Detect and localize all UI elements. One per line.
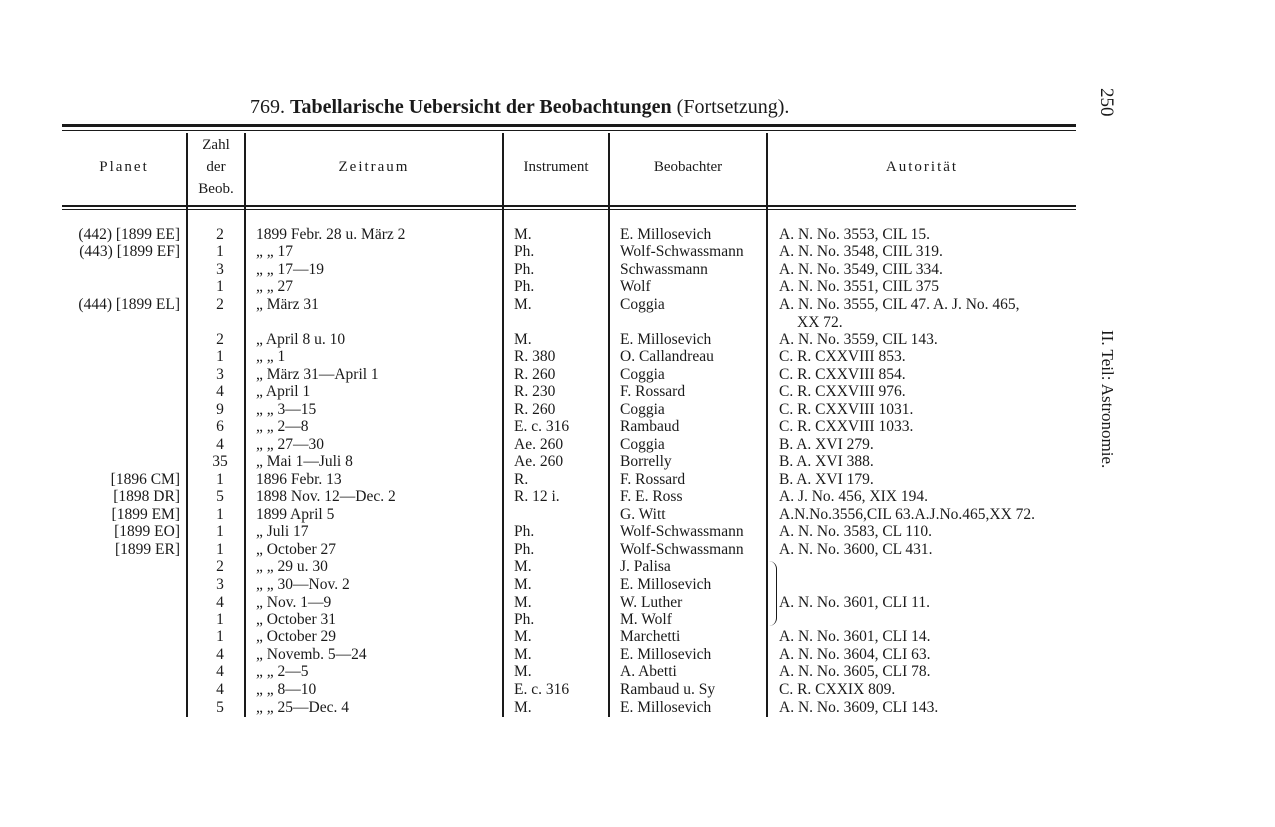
section-title: Tabellarische Uebersicht der Beobachtungen — [290, 96, 672, 118]
header-period: Zeitraum — [338, 159, 410, 175]
count-cell: 1 — [216, 471, 224, 488]
observer-cell: Coggia — [620, 296, 665, 313]
period-cell: 1896 Febr. 13 — [256, 471, 342, 488]
observer-cell: Wolf-Schwassmann — [620, 541, 744, 558]
period-cell: „ „ 27 — [256, 278, 294, 295]
period-cell: „ Nov. 1—9 — [256, 594, 332, 611]
authority-cell: A.N.No.3556,CIL 63.A.J.No.465,XX 72. — [779, 506, 1036, 523]
observer-cell: J. Palisa — [620, 558, 671, 575]
column-divider-5 — [766, 133, 768, 717]
count-cell: 3 — [216, 366, 224, 383]
period-cell: „ „ 17—19 — [256, 261, 325, 278]
period-cell: 1898 Nov. 12—Dec. 2 — [256, 488, 396, 505]
planet-cell: (442) [1899 EE] — [78, 226, 180, 243]
planet-cell: [1896 CM] — [110, 471, 180, 488]
section-number: 769. — [250, 96, 285, 118]
period-cell: „ „ 29 u. 30 — [256, 558, 328, 575]
observer-cell: E. Millosevich — [620, 226, 712, 243]
period-cell: „ April 8 u. 10 — [256, 331, 346, 348]
page-title — [250, 96, 789, 119]
count-cell: 2 — [216, 226, 224, 243]
count-cell: 1 — [216, 278, 224, 295]
instrument-cell: Ph. — [514, 261, 535, 278]
period-cell: „ Mai 1—Juli 8 — [256, 453, 353, 470]
observer-cell: Wolf-Schwassmann — [620, 523, 744, 540]
authority-cell: A. N. No. 3583, CL 110. — [779, 523, 932, 540]
header-authority: Autorität — [885, 159, 959, 175]
period-cell: „ März 31 — [256, 296, 319, 313]
authority-cell: A. N. No. 3601, CLI 14. — [779, 628, 931, 645]
header-instrument: Instrument — [523, 159, 589, 175]
authority-cell: A. N. No. 3551, CIIL 375 — [779, 278, 940, 295]
count-cell: 6 — [216, 418, 224, 435]
period-cell: „ „ 8—10 — [256, 681, 317, 698]
count-cell: 4 — [216, 594, 224, 611]
observer-cell: A. Abetti — [620, 663, 677, 680]
observer-cell: G. Witt — [620, 506, 666, 523]
period-cell: „ October 27 — [256, 541, 337, 558]
observer-cell: Wolf — [620, 278, 651, 295]
observer-cell: E. Millosevich — [620, 646, 712, 663]
observer-cell: Rambaud — [620, 418, 680, 435]
authority-cell: A. N. No. 3559, CIL 143. — [779, 331, 938, 348]
column-divider-2 — [244, 133, 246, 717]
count-cell: 2 — [216, 331, 224, 348]
period-cell: „ „ 30—Nov. 2 — [256, 576, 350, 593]
top-rule-thick — [62, 124, 1076, 127]
instrument-cell: Ph. — [514, 243, 535, 260]
period-cell: „ „ 2—8 — [256, 418, 309, 435]
running-head: II. Teil: Astronomie. — [1098, 330, 1117, 469]
authority-brace — [766, 561, 777, 626]
authority-cell: A. N. No. 3605, CLI 78. — [779, 663, 931, 680]
column-divider-4 — [608, 133, 610, 717]
count-cell: 35 — [212, 453, 228, 470]
instrument-cell: R. 12 i. — [514, 488, 560, 505]
instrument-cell: E. c. 316 — [514, 418, 570, 435]
planet-cell: [1898 DR] — [113, 488, 180, 505]
instrument-cell: M. — [514, 594, 532, 611]
planet-cell: [1899 ER] — [114, 541, 180, 558]
planet-cell: [1899 EO] — [114, 523, 180, 540]
authority-cell: A. N. No. 3601, CLI 11. — [779, 594, 930, 611]
authority-cell: A. N. No. 3600, CL 431. — [779, 541, 933, 558]
observer-cell: Borrelly — [620, 453, 672, 470]
instrument-cell: Ae. 260 — [514, 453, 564, 470]
authority-cell: A. J. No. 456, XIX 194. — [779, 488, 928, 505]
count-cell: 1 — [216, 243, 224, 260]
observer-cell: W. Luther — [620, 594, 683, 611]
count-cell: 4 — [216, 383, 224, 400]
instrument-cell: M. — [514, 699, 532, 716]
observer-cell: M. Wolf — [620, 611, 672, 628]
column-divider-1 — [186, 133, 188, 717]
observer-cell: Wolf-Schwassmann — [620, 243, 744, 260]
planet-cell: (444) [1899 EL] — [78, 296, 180, 313]
period-cell: „ „ 17 — [256, 243, 294, 260]
instrument-cell: M. — [514, 331, 532, 348]
instrument-cell: M. — [514, 296, 532, 313]
authority-cell: B. A. XVI 279. — [779, 436, 874, 453]
instrument-cell: Ph. — [514, 278, 535, 295]
instrument-cell: M. — [514, 576, 532, 593]
period-cell: „ März 31—April 1 — [256, 366, 379, 383]
count-cell: 1 — [216, 348, 224, 365]
header-count-line3: Beob. — [198, 181, 234, 197]
count-cell: 4 — [216, 681, 224, 698]
instrument-cell: M. — [514, 226, 532, 243]
authority-cell: A. N. No. 3604, CLI 63. — [779, 646, 931, 663]
count-cell: 4 — [216, 646, 224, 663]
period-cell: „ October 29 — [256, 628, 337, 645]
observer-cell: E. Millosevich — [620, 576, 712, 593]
observer-cell: Coggia — [620, 401, 665, 418]
header-rule-upper — [62, 205, 1076, 207]
authority-continuation: XX 72. — [797, 314, 843, 331]
count-cell: 2 — [216, 296, 224, 313]
instrument-cell: M. — [514, 558, 532, 575]
period-cell: „ „ 27—30 — [256, 436, 325, 453]
instrument-cell: R. — [514, 471, 529, 488]
instrument-cell: R. 260 — [514, 401, 556, 418]
observer-cell: Coggia — [620, 366, 665, 383]
column-divider-3 — [502, 133, 504, 717]
observer-cell: Rambaud u. Sy — [620, 681, 716, 698]
period-cell: 1899 April 5 — [256, 506, 335, 523]
authority-cell: A. N. No. 3609, CLI 143. — [779, 699, 939, 716]
section-title-continuation: (Fortsetzung). — [676, 96, 790, 118]
instrument-cell: M. — [514, 628, 532, 645]
observer-cell: E. Millosevich — [620, 331, 712, 348]
header-count-line1: Zahl — [202, 137, 230, 153]
observer-cell: Marchetti — [620, 628, 681, 645]
instrument-cell: R. 380 — [514, 348, 556, 365]
authority-cell: C. R. CXXIX 809. — [779, 681, 896, 698]
period-cell: 1899 Febr. 28 u. März 2 — [256, 226, 406, 243]
instrument-cell: M. — [514, 663, 532, 680]
period-cell: „ Juli 17 — [256, 523, 309, 540]
instrument-cell: E. c. 316 — [514, 681, 570, 698]
observer-cell: F. Rossard — [620, 383, 686, 400]
instrument-cell: R. 230 — [514, 383, 556, 400]
top-rule-thin — [62, 130, 1076, 131]
count-cell: 1 — [216, 611, 224, 628]
observer-cell: F. E. Ross — [620, 488, 683, 505]
instrument-cell: R. 260 — [514, 366, 556, 383]
planet-cell: (443) [1899 EF] — [79, 243, 180, 260]
period-cell: „ „ 3—15 — [256, 401, 317, 418]
header-rule-lower — [62, 209, 1076, 210]
authority-cell: A. N. No. 3548, CIIL 319. — [779, 243, 943, 260]
instrument-cell: M. — [514, 646, 532, 663]
count-cell: 1 — [216, 628, 224, 645]
count-cell: 9 — [216, 401, 224, 418]
authority-cell: C. R. CXXVIII 976. — [779, 383, 906, 400]
header-observer: Beobachter — [653, 159, 723, 175]
observer-cell: Schwassmann — [620, 261, 708, 278]
count-cell: 5 — [216, 699, 224, 716]
authority-cell: B. A. XVI 388. — [779, 453, 874, 470]
instrument-cell: Ph. — [514, 611, 535, 628]
observer-cell: F. Rossard — [620, 471, 686, 488]
authority-cell: B. A. XVI 179. — [779, 471, 874, 488]
period-cell: „ October 31 — [256, 611, 337, 628]
count-cell: 1 — [216, 506, 224, 523]
count-cell: 4 — [216, 663, 224, 680]
page-number: 250 — [1096, 88, 1117, 117]
authority-cell: A. N. No. 3553, CIL 15. — [779, 226, 930, 243]
count-cell: 4 — [216, 436, 224, 453]
authority-cell: A. N. No. 3549, CIIL 334. — [779, 261, 943, 278]
period-cell: „ Novemb. 5—24 — [256, 646, 367, 663]
authority-cell: C. R. CXXVIII 854. — [779, 366, 906, 383]
count-cell: 3 — [216, 576, 224, 593]
header-planet: Planet — [99, 159, 149, 175]
period-cell: „ „ 1 — [256, 348, 286, 365]
header-count-line2: der — [206, 159, 226, 175]
period-cell: „ April 1 — [256, 383, 311, 400]
period-cell: „ „ 25—Dec. 4 — [256, 699, 349, 716]
planet-cell: [1899 EM] — [111, 506, 180, 523]
observer-cell: E. Millosevich — [620, 699, 712, 716]
authority-cell: C. R. CXXVIII 1031. — [779, 401, 914, 418]
authority-cell: A. N. No. 3555, CIL 47. A. J. No. 465, — [779, 296, 1020, 313]
count-cell: 1 — [216, 523, 224, 540]
count-cell: 2 — [216, 558, 224, 575]
count-cell: 3 — [216, 261, 224, 278]
count-cell: 1 — [216, 541, 224, 558]
authority-cell: C. R. CXXVIII 1033. — [779, 418, 914, 435]
instrument-cell: Ph. — [514, 523, 535, 540]
observer-cell: O. Callandreau — [620, 348, 714, 365]
observer-cell: Coggia — [620, 436, 665, 453]
period-cell: „ „ 2—5 — [256, 663, 309, 680]
count-cell: 5 — [216, 488, 224, 505]
instrument-cell: Ae. 260 — [514, 436, 564, 453]
authority-cell: C. R. CXXVIII 853. — [779, 348, 906, 365]
instrument-cell: Ph. — [514, 541, 535, 558]
